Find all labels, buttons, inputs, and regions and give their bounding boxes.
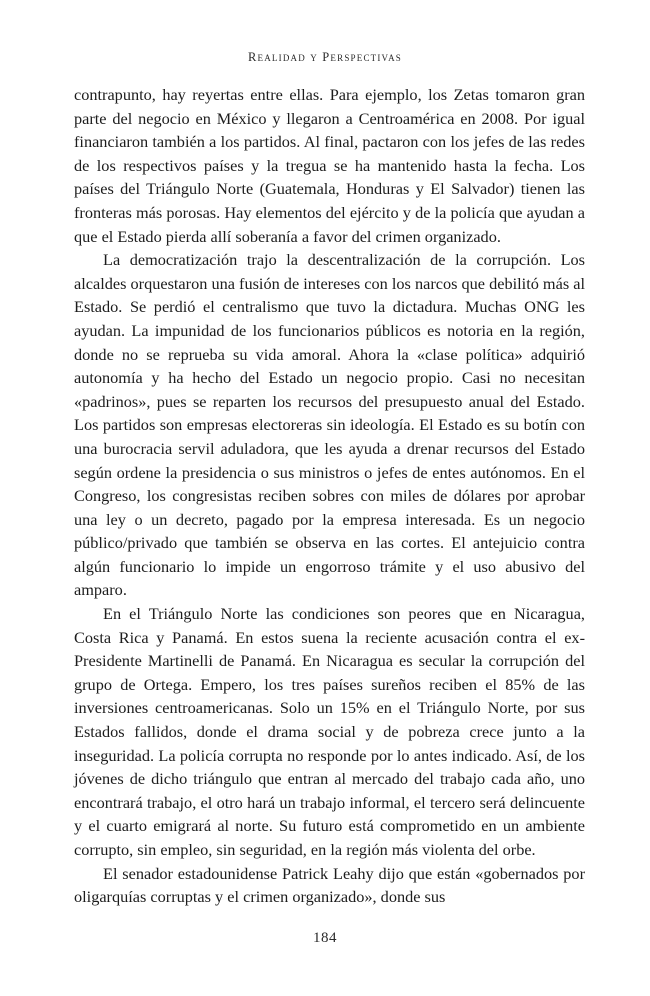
- paragraph-continuation: contrapunto, hay reyertas entre ellas. Para ejemplo, los Zetas tomaron gran parte del negocio en México y llegaron a Centroamérica en 2008. Por igual financiaron también a los partidos. Al final, pactaron con los jefes de las redes de los respectivos países y la tregua se ha mantenido hasta la fecha. Los países del Triángulo Norte (Guatemala, Honduras y El Salvador) tienen las fronteras más porosas. Hay elementos del ejército y de la policía que ayudan a que el Estado pierda allí soberanía a favor del crimen organizado.: [74, 85, 585, 246]
- paragraph-senator-leahy: El senador estadounidense Patrick Leahy dijo que están «gobernados por oligarquías corruptas y el crimen organizado», donde sus: [74, 863, 585, 907]
- paragraph-northern-triangle: En el Triángulo Norte las condiciones son peores que en Nicaragua, Costa Rica y Panamá. En estos suena la reciente acusación contra el ex-Presidente Martinelli de Panamá. En Nicaragua es secular la corrupción del grupo de Ortega. Empero, los tres países sureños reciben el 85% de las inversiones centroamericanas. Solo un 15% en el Triángulo Norte, por sus Estados fallidos, donde el drama social y de pobreza crece junto a la inseguridad. La policía corrupta no responde por lo antes indicado. Así, de los jóvenes de dicho triángulo que entran al mercado del trabajo cada año, uno encontrará trabajo, el otro hará un trabajo informal, el tercero será delincuente y el cuarto emigrará al norte. Su futuro está comprometido en un ambiente corrupto, sin empleo, sin seguridad, en la región más violenta del orbe.: [74, 604, 585, 859]
- running-header: Realidad y Perspectivas: [248, 50, 402, 64]
- page-number: 184: [313, 930, 337, 946]
- body-text: [74, 83, 585, 909]
- paragraph-democratization: La democratización trajo la descentralización de la corrupción. Los alcaldes orquestaron una fusión de intereses con los narcos que debilitó más al Estado. Se perdió el centralismo que tuvo la dictadura. Muchas ONG les ayudan. La impunidad de los funcionarios públicos es notoria en la región, donde no se reprueba su vida amoral. Ahora la «clase política» adquirió autonomía y ha hecho del Estado un negocio propio. Casi no necesitan «padrinos», pues se reparten los recursos del presupuesto anual del Estado. Los partidos son empresas electoreras sin ideología. El Estado es su botín con una burocracia servil aduladora, que les ayuda a drenar recursos del Estado según ordene la presidencia o sus ministros o jefes de entes autónomos. En el Congreso, los congresistas reciben sobres con miles de dólares por aprobar una ley o un decreto, pagado por la empresa interesada. Es un negocio público/privado que también se observa en las cortes. El antejuicio contra algún funcionario lo impide un engorroso trámite y el uso abusivo del amparo.: [74, 250, 585, 600]
